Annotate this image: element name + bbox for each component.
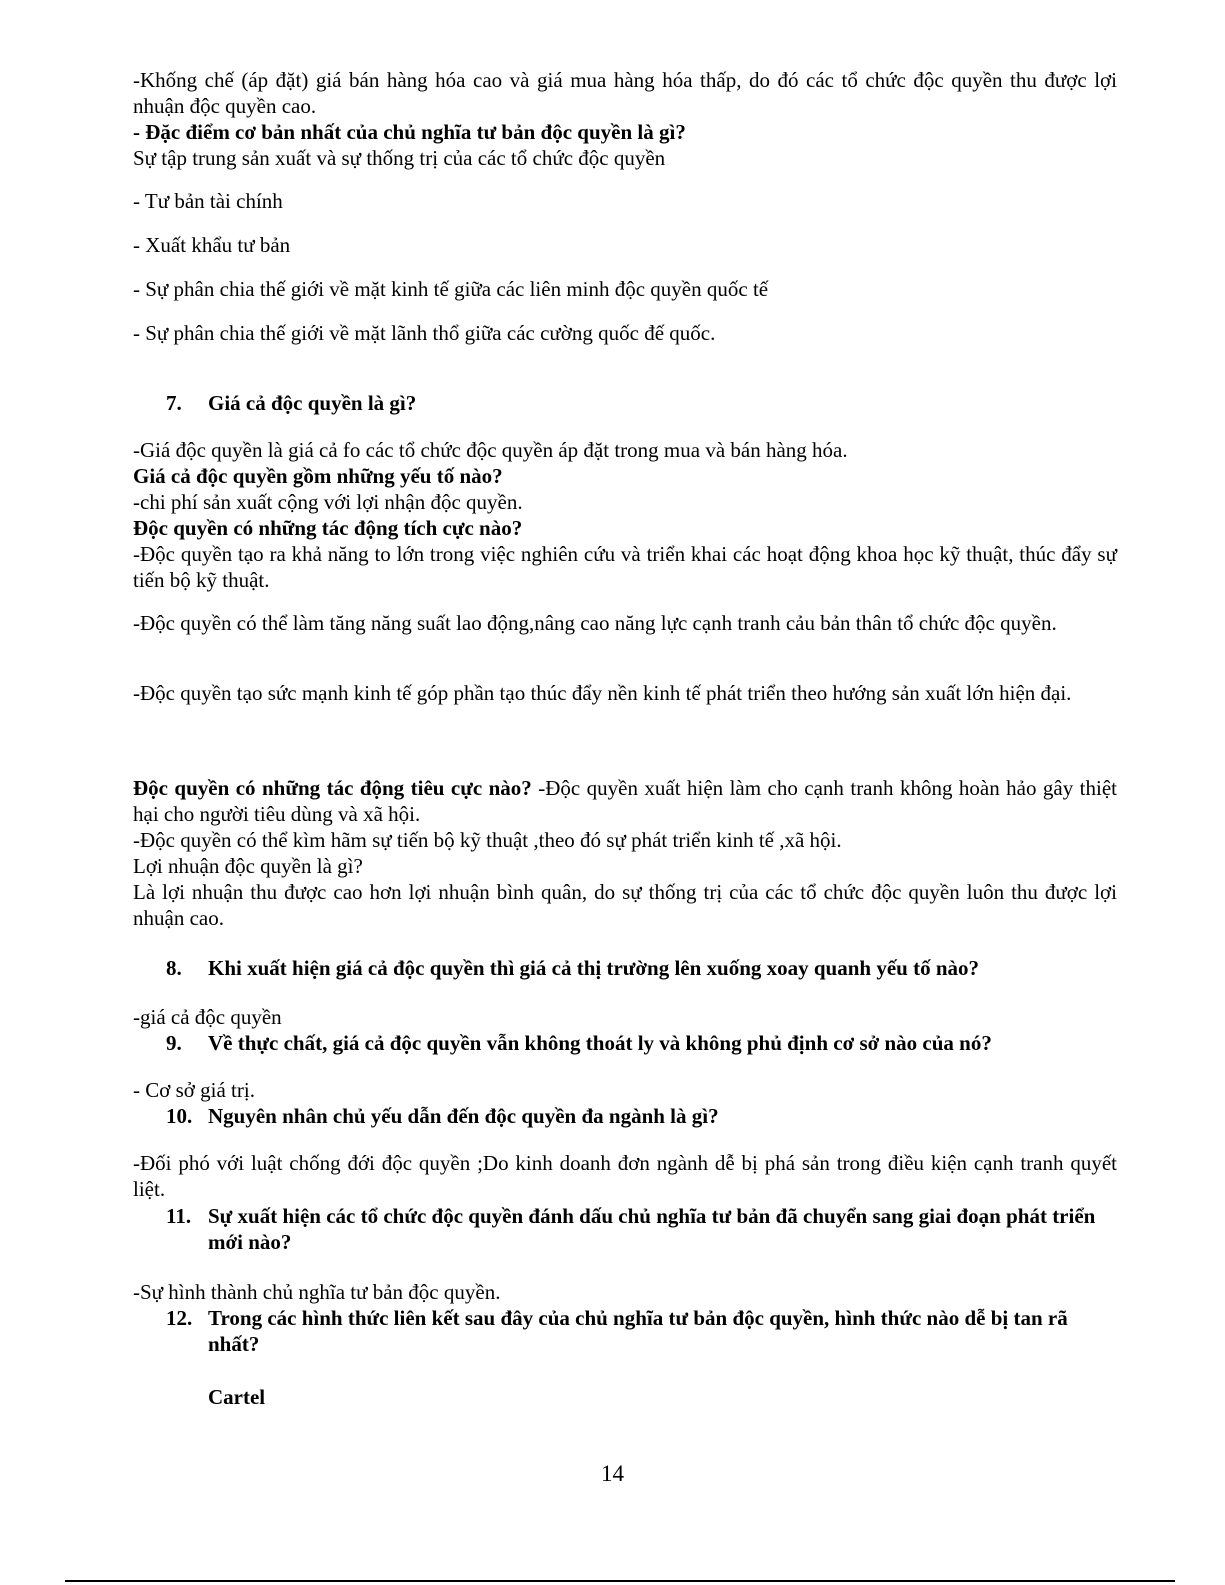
bullet-capital-export: - Xuất khẩu tư bản — [133, 233, 291, 257]
bullet-territorial-division: - Sự phân chia thế giới về mặt lãnh thổ giữa các cường quốc đế quốc. — [133, 321, 716, 345]
answer-10: -Đối phó với luật chống đới độc quyền ;Do kinh doanh đơn ngành dễ bị phá sản trong điều kiện cạnh tranh quyết liệt. — [133, 1151, 1117, 1201]
question-9-text: Về thực chất, giá cả độc quyền vẫn không thoát ly và không phủ định cơ sở nào của nó? — [208, 1031, 992, 1055]
question-7d: Độc quyền có những tác động tiêu cực nào? — [133, 776, 532, 800]
answer-12: Cartel — [208, 1385, 266, 1409]
bullet-economic-division: - Sự phân chia thế giới về mặt kinh tế giữa các liên minh độc quyền quốc tế — [133, 277, 769, 301]
question-basic-feature: - Đặc điểm cơ bản nhất của chủ nghĩa tư bản độc quyền là gì? — [133, 120, 686, 144]
answer-7d-1: -Độc quyền xuất hiện làm cho cạnh tranh không hoàn hảo gây thiệt hại cho người tiêu dùng và xã hội. — [133, 776, 1117, 826]
question-11 — [166, 1203, 1116, 1255]
question-12-number: 12. — [166, 1306, 193, 1330]
question-8-number: 8. — [166, 956, 182, 980]
page-bottom-rule — [65, 1580, 1175, 1582]
answer-7: -Giá độc quyền là giá cả fo các tổ chức độc quyền áp đặt trong mua và bán hàng hóa. — [133, 438, 848, 462]
question-10-text: Nguyên nhân chủ yếu dẫn đến độc quyền đa ngành là gì? — [208, 1104, 719, 1128]
page-number: 14 — [601, 1461, 624, 1486]
question-11-number: 11. — [166, 1204, 192, 1228]
question-7-number: 7. — [166, 391, 182, 415]
question-7-text: Giá cả độc quyền là gì? — [208, 391, 417, 415]
question-12-text: Trong các hình thức liên kết sau đây của chủ nghĩa tư bản độc quyền, hình thức nào dễ bị tan rã nhất? — [208, 1306, 1068, 1356]
question-7c: Độc quyền có những tác động tích cực nào? — [133, 516, 523, 540]
answer-11: -Sự hình thành chủ nghĩa tư bản độc quyền. — [133, 1280, 501, 1304]
question-9 — [166, 1030, 1116, 1056]
answer-basic-feature: Sự tập trung sản xuất và sự thống trị của các tổ chức độc quyền — [133, 146, 666, 170]
question-8-text: Khi xuất hiện giá cả độc quyền thì giá cả thị trường lên xuống xoay quanh yếu tố nào? — [208, 956, 980, 980]
question-7 — [166, 390, 1116, 416]
answer-7b: -chi phí sản xuất cộng với lợi nhận độc quyền. — [133, 490, 523, 514]
question-9-number: 9. — [166, 1031, 182, 1055]
question-7b: Giá cả độc quyền gồm những yếu tố nào? — [133, 464, 503, 488]
paragraph-7d — [133, 775, 1117, 827]
answer-7d-2: -Độc quyền có thể kìm hãm sự tiến bộ kỹ thuật ,theo đó sự phát triển kinh tế ,xã hội. — [133, 828, 842, 852]
answer-7e: Là lợi nhuận thu được cao hơn lợi nhuận bình quân, do sự thống trị của các tổ chức độc quyền luôn thu được lợi nhuận cao. — [133, 880, 1117, 930]
question-10-number: 10. — [166, 1104, 193, 1128]
answer-7c-1: -Độc quyền tạo ra khả năng to lớn trong việc nghiên cứu và triển khai các hoạt động khoa học kỹ thuật, thúc đẩy sự tiến bộ kỹ thuật. — [133, 542, 1117, 592]
question-11-text: Sự xuất hiện các tổ chức độc quyền đánh dấu chủ nghĩa tư bản đã chuyển sang giai đoạn phát triển mới nào? — [208, 1204, 1096, 1254]
question-12 — [166, 1305, 1116, 1357]
answer-7c-2: -Độc quyền có thể làm tăng năng suất lao động,nâng cao năng lực cạnh tranh cảu bản thân tổ chức độc quyền. — [133, 611, 1057, 635]
bullet-finance-capital: - Tư bản tài chính — [133, 189, 283, 213]
question-7e: Lợi nhuận độc quyền là gì? — [133, 854, 363, 878]
question-10 — [166, 1103, 1116, 1129]
answer-8: -giá cả độc quyền — [133, 1005, 282, 1029]
answer-9: - Cơ sở giá trị. — [133, 1078, 255, 1102]
question-8 — [166, 955, 1116, 981]
paragraph-monopoly-pricing: -Khống chế (áp đặt) giá bán hàng hóa cao và giá mua hàng hóa thấp, do đó các tổ chức độc quyền thu được lợi nhuận độc quyền cao. — [133, 68, 1117, 118]
answer-7c-3: -Độc quyền tạo sức mạnh kinh tế góp phần tạo thúc đẩy nền kinh tế phát triển theo hướng sản xuất lớn hiện đại. — [133, 681, 1072, 705]
